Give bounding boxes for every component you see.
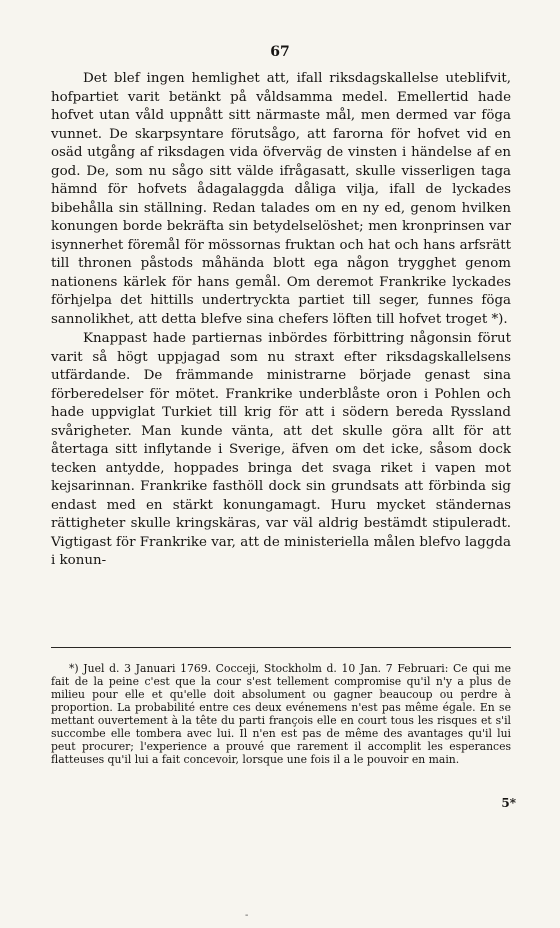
signature-mark: 5*: [501, 796, 516, 810]
footnote-text: *) Juel d. 3 Januari 1769. Cocceji, Stockholm d. 10 Jan. 7 Februari: Ce qui me fait de la peine c'est que la cour s'est tellement compromise qu'il n'y a plus de milieu pour elle et qu'elle doit absolument ou gagner beaucoup ou perdre à proportion. La probabilité entre ces deux evénemens n'est pas même égale. En se mettant ouvertement à la tête du parti françois elle en court tous les risques et s'il succombe elle tombera avec lui. Il n'en est pas de même des avantages qu'il lui peut procurer; l'experience a prouvé que rarement il accomplit les esperances flatteuses qu'il lui a fait concevoir, lorsque une fois il a le pouvoir en main.: [51, 662, 511, 766]
paragraph-2: Knappast hade partiernas inbördes förbittring någonsin förut varit så högt uppjagad som nu straxt efter riksdagskallelsens utfärdande. De främmande ministrarne började genast sina förberedelser för mötet. Frankrike underblåste oron i Pohlen och hade uppviglat Turkiet till krig för att i södern bereda Ryssland svårigheter. Man kunde vänta, att det skulle göra allt för att återtaga sitt inflytande i Sverige, äfven om det icke, såsom dock tecken antydde, hoppades bringa det svaga riket i vapen mot kejsarinnan. Frankrike fasthöll dock sin grundsats att förbinda sig endast med en stärkt konungamagt. Huru mycket ständernas rättigheter skulle kringskäras, var väl aldrig bestämdt stipuleradt. Vigtigast för Frankrike var, att de ministeriella målen blefvo laggda i konun-: [51, 331, 511, 568]
paragraph-1: Det blef ingen hemlighet att, ifall riksdagskallelse uteblifvit, hofpartiet varit betänkt på våldsamma medel. Emellertid hade hofvet utan våld uppnått sitt närmaste mål, men dermed var föga vunnet. De skarpsyntare förutsågo, att farorna för hofvet vid en osäd utgång af riksdagen vida öfverväg de vinsten i händelse af en god. De, som nu sågo sitt välde ifrågasatt, skulle visserligen taga hämnd för hofvets ådagalaggda dåliga vilja, ifall de lyckades bibehålla sin ställning. Redan talades om en ny ed, genom hvilken konungen borde bekräfta sin betydelselöshet; men kronprinsen var isynnerhet föremål för mössornas fruktan och hat och hans arfsrätt till thronen påstods måhända blott ega någon trygghet genom nationens kärlek för hans gemål. Om deremot Frankrike lyckades förhjelpa det hittills undertryckta partiet till seger, funnes föga sannolikhet, att detta blefve sina chefers löften till hofvet troget *).: [51, 71, 511, 327]
bottom-mark: -: [245, 910, 249, 921]
footnote: [51, 662, 511, 766]
page-number: 67: [270, 44, 290, 60]
footnote-divider: [51, 647, 511, 648]
main-text: [51, 70, 511, 571]
